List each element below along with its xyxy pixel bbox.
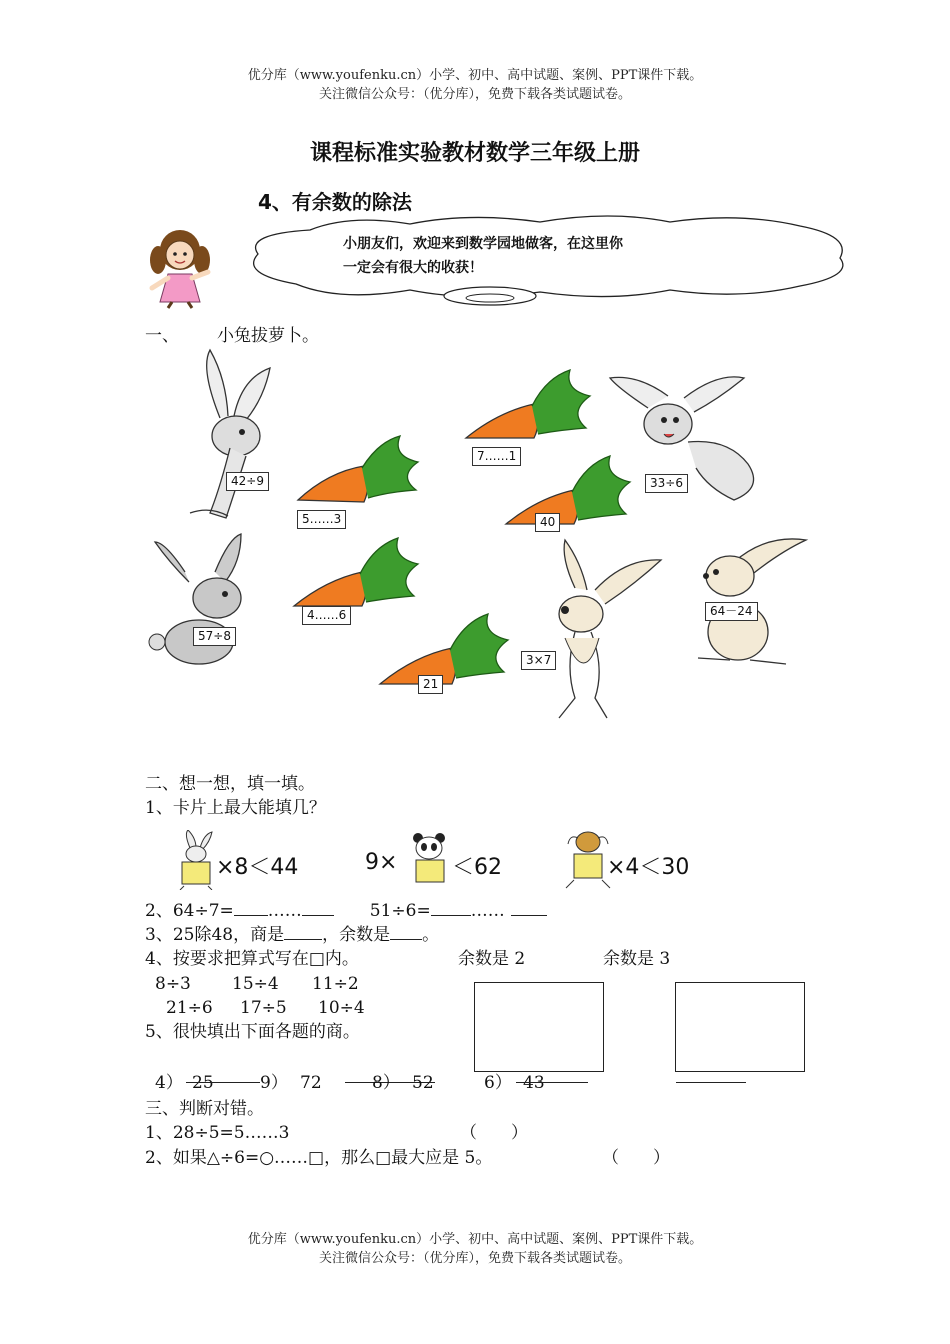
answer-blank[interactable]: [511, 915, 547, 916]
inequality-2-left: 9×: [365, 850, 398, 875]
answer-blank[interactable]: [302, 915, 334, 916]
carrot-illustration: [462, 368, 597, 448]
section-1-heading: [145, 325, 319, 347]
footer-line-2: 关注微信公众号：（优分库），免费下载各类试题试卷。: [318, 1251, 631, 1266]
carrot-card-1: 5……3: [297, 510, 346, 529]
division-bar: [186, 1082, 260, 1083]
page-subtitle: 4、有余数的除法: [258, 190, 412, 214]
carrot-illustration: [502, 452, 637, 532]
expression: 8÷3: [155, 974, 191, 994]
expression: 17÷5: [240, 998, 287, 1018]
inequality-1: ×8＜44: [216, 855, 299, 880]
rabbit-card-5: 64－24: [705, 602, 758, 621]
section-1-label: 一、: [145, 326, 179, 346]
carrot-card-2: 7……1: [472, 447, 521, 466]
carrot-illustration: [290, 536, 425, 616]
page-title: 课程标准实验教材数学三年级上册: [309, 141, 640, 166]
q3-text-b: ，余数是: [322, 925, 391, 945]
division-4-dividend: 43: [523, 1073, 545, 1093]
q3-text-end: 。: [422, 925, 440, 945]
remainder-2-label: 余数是 2: [458, 949, 526, 969]
remainder-3-label: 余数是 3: [603, 949, 671, 969]
remainder-3-box[interactable]: [675, 982, 805, 1072]
rabbit-card-1: 42÷9: [226, 472, 269, 491]
q2-expr-b: 51÷6=: [369, 901, 431, 921]
panda-icon: [406, 830, 452, 890]
rabbit-illustration: [145, 532, 255, 672]
expression: 11÷2: [312, 974, 359, 994]
rabbit-illustration: [535, 538, 665, 728]
question-2-5: 5、很快填出下面各题的商。: [145, 1022, 360, 1042]
dog-icon: [562, 830, 612, 892]
question-2-2: [145, 900, 547, 922]
division-3-dividend: 52: [412, 1073, 434, 1093]
division-2-dividend: 72: [300, 1073, 322, 1093]
rabbit-illustration: [180, 348, 280, 528]
cloud-text: [343, 232, 743, 280]
division-1-dividend: 25: [192, 1073, 214, 1093]
expression: 21÷6: [166, 998, 213, 1018]
carrot-card-5: 21: [418, 675, 443, 694]
rabbit-card-3: 57÷8: [193, 627, 236, 646]
division-bar: [676, 1082, 746, 1083]
section-3-heading: 三、判断对错。: [145, 1099, 264, 1119]
division-1-divisor: 4）: [155, 1073, 183, 1093]
division-4-divisor: 6）: [484, 1073, 512, 1093]
carrot-illustration: [288, 432, 423, 512]
cloud-line-2: 一定会有很大的收获！: [343, 260, 483, 276]
carrot-illustration: [376, 610, 516, 694]
carrot-card-3: 40: [535, 513, 560, 532]
q3-text-a: 3、25除48，商是: [145, 925, 285, 945]
answer-blank[interactable]: [431, 915, 471, 916]
q2-dots-a: ……: [267, 901, 302, 921]
rabbit-card-2: 33÷6: [645, 474, 688, 493]
header-line-2: 关注微信公众号：（优分库），免费下载各类试题试卷。: [318, 87, 631, 102]
judge-question-1: 1、28÷5=5……3: [145, 1123, 290, 1143]
division-3-divisor: 8）: [372, 1073, 400, 1093]
judge-question-2: 2、如果△÷6=○……□，那么□最大应是 5。: [145, 1148, 493, 1168]
inequality-2-right: ＜62: [452, 855, 502, 880]
answer-paren[interactable]: （ ）: [460, 1123, 528, 1143]
answer-blank[interactable]: [284, 939, 322, 940]
q2-expr-a: 2、64÷7=: [145, 901, 234, 921]
footer-line-1: 优分库（www.youfenku.cn）小学、初中、高中试题、案例、PPT课件下载。: [247, 1232, 703, 1247]
answer-paren[interactable]: （ ）: [602, 1148, 670, 1168]
inequality-3: ×4＜30: [607, 855, 690, 880]
question-2-4: 4、按要求把算式写在□内。: [145, 949, 359, 969]
answer-blank[interactable]: [390, 939, 422, 940]
expression: 10÷4: [318, 998, 365, 1018]
remainder-2-box[interactable]: [474, 982, 604, 1072]
rabbit-icon: [172, 830, 218, 890]
expression: 15÷4: [232, 974, 279, 994]
header-line-1: 优分库（www.youfenku.cn）小学、初中、高中试题、案例、PPT课件下载。: [247, 68, 703, 83]
girl-illustration: [138, 222, 222, 310]
section-2-heading: 二、想一想，填一填。: [145, 774, 315, 794]
question-2-1: 1、卡片上最大能填几？: [145, 798, 326, 818]
answer-blank[interactable]: [234, 915, 268, 916]
q2-dots-b: ……: [470, 901, 505, 921]
section-1-text: 小兔拔萝卜。: [217, 326, 319, 346]
question-2-3: [145, 924, 439, 946]
rabbit-card-4: 3×7: [521, 651, 556, 670]
carrot-card-4: 4……6: [302, 606, 351, 625]
division-bar: [516, 1082, 588, 1083]
cloud-line-1: 小朋友们，欢迎来到数学园地做客，在这里你: [343, 236, 623, 252]
division-2-divisor: 9）: [260, 1073, 288, 1093]
